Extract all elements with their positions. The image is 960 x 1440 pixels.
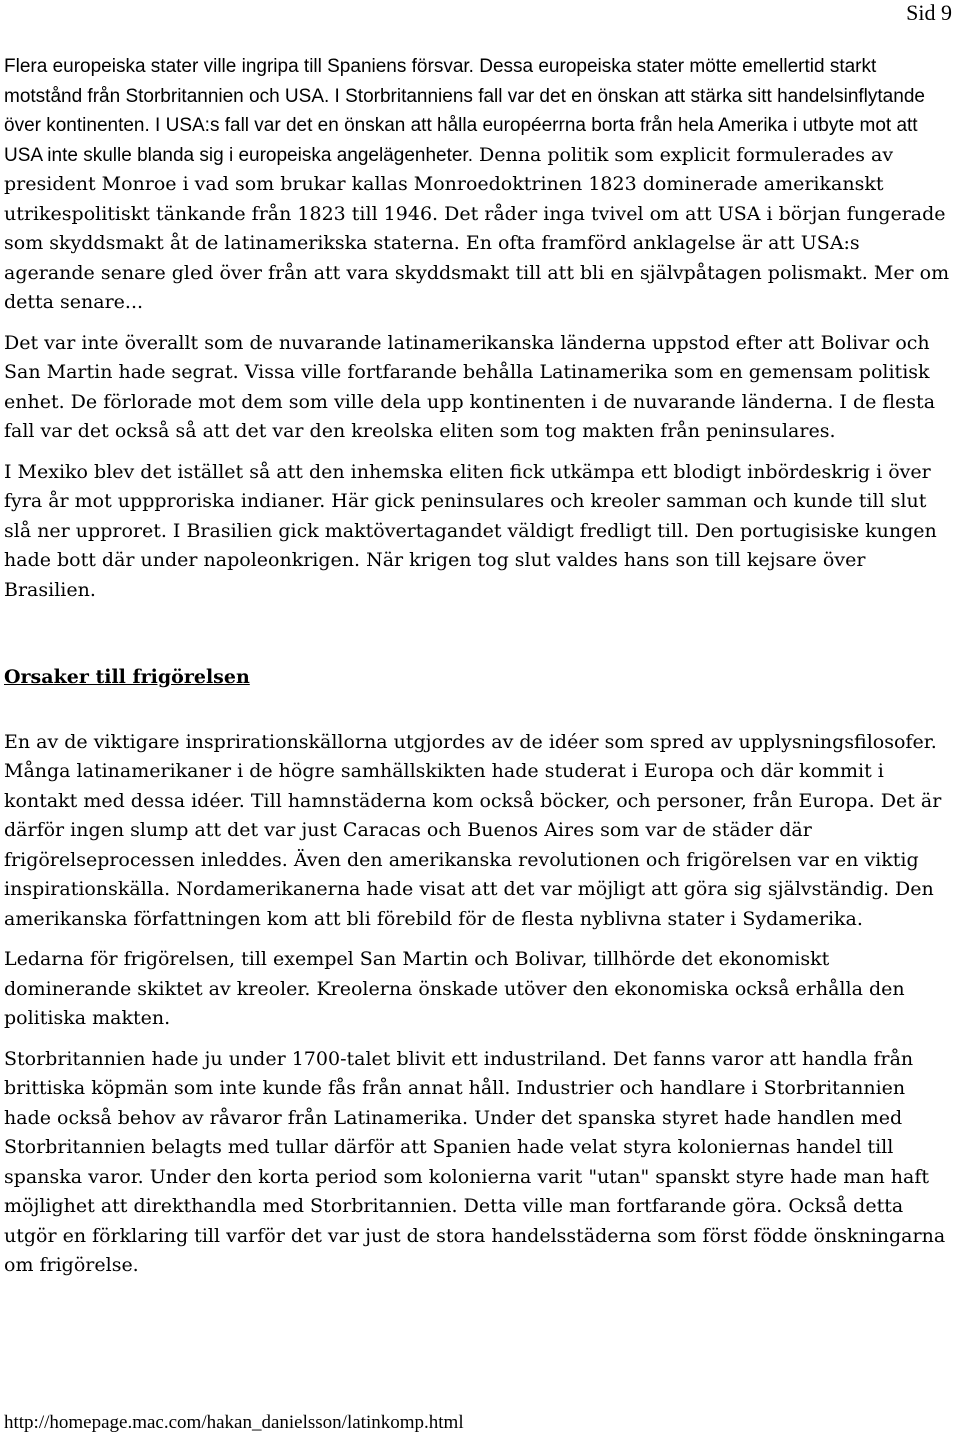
paragraph-foreign-intervention xyxy=(4,52,954,318)
paragraph-mexico-brazil: I Mexiko blev det istället så att den inhemska eliten fick utkämpa ett blodigt inbördeskrig i över fyra år mot uppproriska indianer. Här gick peninsulares och kreoler samman och kunde till slut slå ner upproret. I Brasilien gick maktövertagandet väldigt fredligt till. Den portugisiske kungen hade bott där under napoleonkrigen. När krigen tog slut valdes hans son till kejsare över Brasilien. xyxy=(4,460,937,601)
paragraph-inspiration: En av de viktigare insprirationskällorna utgjordes av de idéer som spred av upplysningsfilosofer. Många latinamerikaner i de högre samhällskikten hade studerat i Europa och där kommit i kontakt med dessa idéer. Till hamnstäderna kom också böcker, och personer, från Europa. Det är därför ingen slump att det var just Caracas och Buenos Aires som var de städer där frigörelseprocessen inleddes. Även den amerikanska revolutionen och frigörelsen var en viktig inspirationskälla. Nordamerikanerna hade visat att det var möjligt att göra sig självständig. Den amerikanska författningen kom att bli förebild för de flesta nyblivna stater i Sydamerika. xyxy=(4,730,942,930)
page-number: Sid 9 xyxy=(906,0,952,25)
section-heading: Orsaker till frigörelsen xyxy=(4,666,250,688)
paragraph-leaders: Ledarna för frigörelsen, till exempel San Martin och Bolivar, tillhörde det ekonomiskt dominerande skiktet av kreoler. Kreolerna önskade utöver den ekonomiska också erhålla den politiska makten. xyxy=(4,948,905,1029)
paragraph-britain-trade: Storbritannien hade ju under 1700-talet blivit ett industriland. Det fanns varor att handla från brittiska köpmän som inte kunde fås från annat håll. Industrier och handlare i Storbritannien hade också behov av råvaror från Latinamerika. Under det spanska styret hade handlen med Storbritannien belagts med tullar därför att Spanien hade velat styra koloniernas handel till spanska varor. Under den korta period som kolonierna varit "utan" spanskt styre hade man haft möjlighet att direkthandla med Storbritannien. Detta ville man fortfarande göra. Också detta utgör en förklaring till varför det var just de stora handelsstäderna som först födde önskningarna om frigörelse. xyxy=(4,1047,946,1276)
paragraph-part-serif: Denna politik som explicit formulerades av president Monroe i vad som brukar kallas Monroedoktrinen 1823 dominerade amerikanskt utrikespolitiskt tänkande från 1823 till 1946. Det råder inga tvivel om att USA i början fungerade som skyddsmakt åt de latinamerikska staterna. En ofta framförd anklagelse är att USA:s agerande senare gled över från att vara skyddsmakt till att bli en självpåtagen polismakt. Mer om detta senare... xyxy=(4,143,950,313)
paragraph-part-sans: Flera europeiska stater ville ingripa till Spaniens försvar. Dessa europeiska stater mötte emellertid starkt motstånd från Storbritannien och USA. I Storbritanniens fall var det en önskan att stärka sitt handelsinflytande över kontinenten. I USA:s fall var det en önskan att hålla européerrna borta från hela Amerika i utbyte mot att USA inte skulle blanda sig i europeiska angelägenheter. xyxy=(4,56,925,166)
footer-url: http://homepage.mac.com/hakan_danielsson/latinkomp.html xyxy=(4,1412,464,1433)
document-body xyxy=(4,52,954,1292)
paragraph-independent-states: Det var inte överallt som de nuvarande latinamerikanska länderna uppstod efter att Bolivar och San Martin hade segrat. Vissa ville fortfarande behålla Latinamerika som en gemensam politisk enhet. De förlorade mot dem som ville dela upp kontinenten i de nuvarande länderna. I de flesta fall var det också så att det var den kreolska eliten som tog makten från peninsulares. xyxy=(4,331,936,442)
